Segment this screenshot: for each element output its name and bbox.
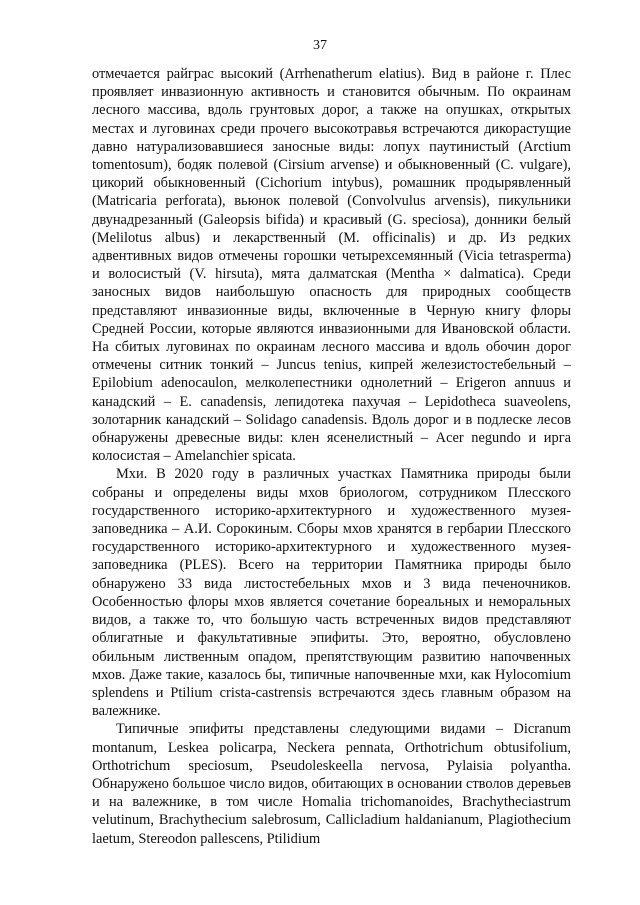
paragraph-mosses: Мхи. В 2020 году в различных участках Памятника природы были собраны и определены виды мхов бриологом, сотрудником Плесского государственного историко-архитектурного и художественного музея-заповедника – А.И. Сорокиным. Сборы мхов хранятся в гербарии Плесского государственного историко-архитектурного и художественного музея-заповедника (PLES). Всего на территории Памятника природы было обнаружено 33 вида листостебельных мхов и 3 вида печеночников. Особенностью флоры мхов является сочетание бореальных и неморальных видов, а также то, что большую часть встреченных видов представляют облигатные и факультативные эпифиты. Это, вероятно, обусловлено обильным лиственным опадом, препятствующим развитию напочвенных мхов. Даже такие, казалось бы, типичные напочвенные мхи, как Hylocomium splendens и Ptilium crista-castrensis встречаются здесь главным образом на валежнике. [92,466,571,720]
paragraph-invasive-species: отмечается райграс высокий (Arrhenatherum elatius). Вид в районе г. Плес проявляет инвазионную активность и становится обычным. По окраинам лесного массива, вдоль грунтовых дорог, а также на опушках, открытых местах и луговинах среди прочего высокотравья встречаются дикорастущие давно натурализовавшиеся заносные виды: лопух паутинистый (Arctium tomentosum), бодяк полевой (Cirsium arvense) и обыкновенный (C. vulgare), цикорий обыкновенный (Cichorium intybus), ромашник продырявленный (Matricaria perforata), вьюнок полевой (Convolvulus arvensis), пикульники двунадрезанный (Galeopsis bifida) и красивый (G. speciosa), донники белый (Melilotus albus) и лекарственный (M. officinalis) и др. Из редких адвентивных видов отмечены горошки четырехсемянный (Vicia tetrasperma) и волосистый (V. hirsuta), мята далматская (Mentha × dalmatica). Среди заносных видов наибольшую опасность для природных сообществ представляют инвазионные виды, включенные в Черную книгу флоры Средней России, которые являются инвазионными для Ивановской области. На сбитых луговинах по окраинам лесного массива и вдоль обочин дорог отмечены ситник тонкий – Juncus tenius, кипрей железистостебельный – Epilobium adenocaulon, мелколепестники однолетний – Erigeron annuus и канадский – E. canadensis, лепидотека пахучая – Lepidotheca suaveolens, золотарник канадский – Solidago canadensis. Вдоль дорог и в подлеске лесов обнаружены древесные виды: клен ясенелистный – Acer negundo и ирга колосистая – Amelanchier spicata. [92,66,571,465]
paragraph-epiphytes: Типичные эпифиты представлены следующими видами – Dicranum montanum, Leskea policarpa, Neckera pennata, Orthotrichum obtusifolium, Orthotrichum speciosum, Pseudoleskeella nervosa, Pylaisia polyantha. Обнаружено большое число видов, обитающих в основании стволов деревьев и на валежнике, в том числе Homalia trichomanoides, Brachytheciastrum velutinum, Brachythecium salebrosum, Callicladium haldanianum, Plagiothecium laetum, Stereodon pallescens, Ptilidium [92,721,571,847]
page-number: 37 [313,38,327,53]
body-text [92,65,571,848]
